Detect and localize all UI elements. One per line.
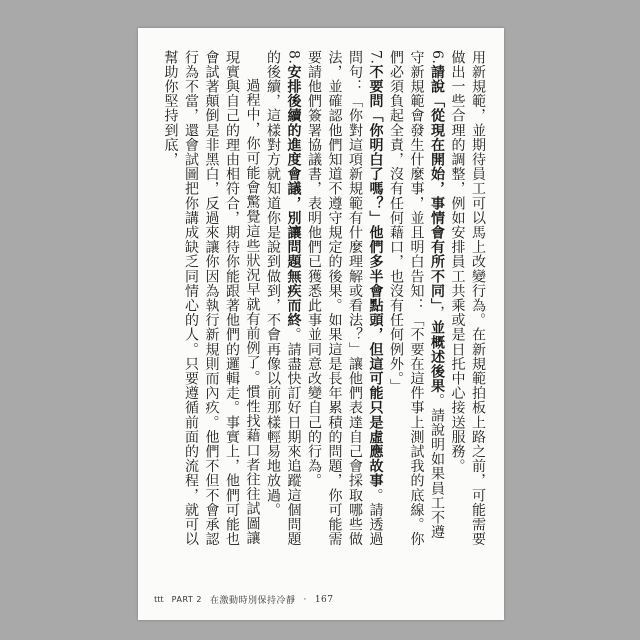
list-item-7 [304,50,386,550]
book-page [138,28,504,620]
bold-heading: 不要問「你明白了嗎？」他們多半會點頭，但這可能只是虛應故事 [367,64,384,488]
bold-heading: 並概述後果 [429,320,445,394]
footer-chapter-title: 在激動時別保持冷靜 [209,596,296,606]
bold-heading: 請說「從現在開始，事情會有所不同」 [429,64,445,306]
list-number: 6. [429,50,445,65]
item-text: 。請透過問句：「你對這項新規範有什麼理解或看法？」讓他們表達自己會採取哪些做法，並確認他們知道不遵守規定的後果。如果這是長年累積的問題，你可能需要請他們簽署協議書，表明他們已獲悉此事並同意改變自己的行為。 [306,50,384,547]
page-body [156,50,488,550]
footer-separator: · [303,594,307,605]
footer-ornament: ttt [154,595,164,604]
item-text: 。請說明如果員工不遵守新規範會發生什麼事，並且明白告知：「不要在這件事上測試我的底線。你們必須負起全責，沒有任何藉口，也沒有任何例外。」 [388,50,445,547]
list-number: 7. [367,50,384,65]
list-item-6 [386,50,448,550]
punctuation: ， [429,305,445,321]
bold-heading: 安排後續的進度會議，別讓問題無疾而終 [285,64,302,328]
list-number: 8. [285,50,302,65]
footer-part: PART 2 [171,595,202,604]
item-text: 。請盡快訂好日期來追蹤這個問題的後續，這樣對方就知道你是說到做到，不會再像以前那樣輕易地放過。 [265,50,302,547]
page-number: 167 [314,594,334,605]
paragraph-intro: 用新規範，並期待員工可以馬上改變行為。在新規範拍板上路之前，可能需要做出一些合理的調整，例如安排員工共乘或是日托中心接送服務。 [449,50,486,547]
list-item-8 [263,50,304,550]
running-footer [154,593,334,606]
paragraph-closing: 過程中，你可能會驚覺這些狀況早就有前例了。慣性找藉口者往往試圖讓現實與自己的理由相符合，期待你能跟著他們的邏輯走。事實上，他們可能也會試著顛倒是非黑白，反過來讓你因為執行新規則而內疚。他們不但不會承認行為不當，還會試圖把你講成缺乏同情心的人。只要遵循前面的流程，就可以幫助你堅持到底， [162,50,261,547]
